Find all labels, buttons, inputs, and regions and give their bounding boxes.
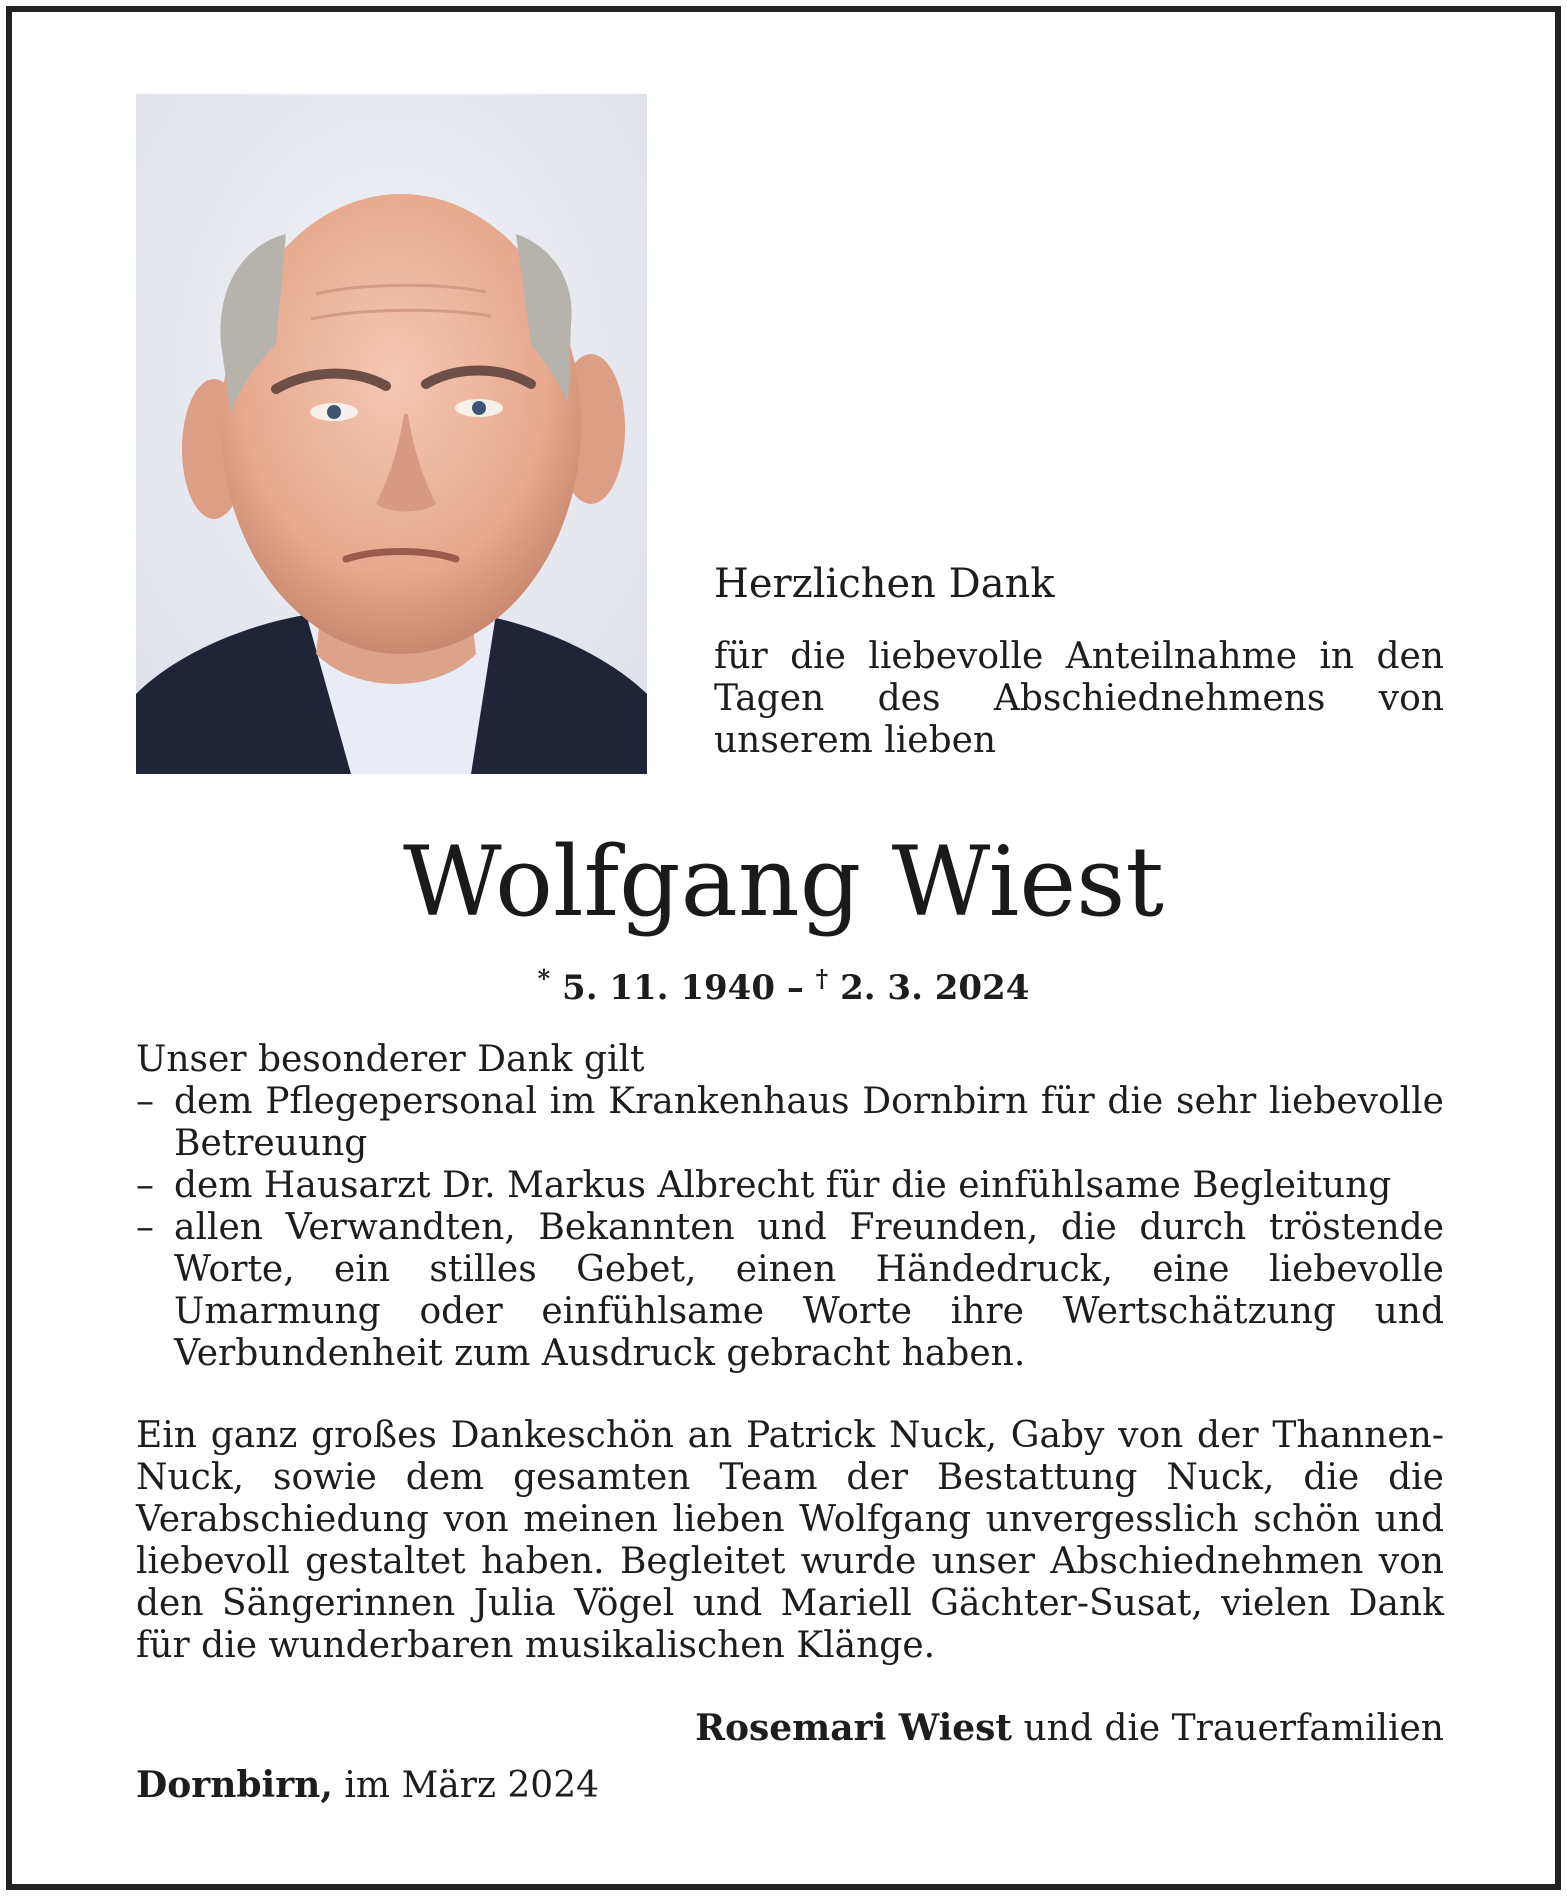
intro-block (714, 560, 1444, 762)
dash-bullet: – (136, 1165, 154, 1206)
life-dates (12, 957, 1555, 1010)
date: im März 2024 (332, 1765, 600, 1806)
thanks-item-text: allen Verwandten, Bekannten und Freunden, die durch tröstende Worte, ein stilles Gebet, einen Händedruck, eine liebevolle Umarmung oder einfühlsame Worte ihre Wertschätzung und Verbundenheit zum Ausdruck gebracht haben. (174, 1207, 1444, 1374)
thanks-list (136, 1081, 1444, 1375)
signature (136, 1707, 1444, 1750)
death-symbol: † (815, 964, 829, 993)
thanks-body (136, 1039, 1444, 1750)
thanks-item-text: dem Hausarzt Dr. Markus Albrecht für die einfühlsame Begleitung (174, 1165, 1392, 1206)
thanks-lead: Unser besonderer Dank gilt (136, 1039, 645, 1080)
intro-text: für die liebevolle Anteilnahme in den Tagen des Abschiednehmens von unserem lieben (714, 636, 1444, 761)
death-date: 2. 3. 2024 (840, 968, 1030, 1008)
deceased-name: Wolfgang Wiest (402, 826, 1164, 938)
thanks-item (136, 1207, 1444, 1375)
thanks-item (136, 1165, 1444, 1207)
signature-name: Rosemari Wiest (695, 1707, 1013, 1749)
birth-symbol: * (537, 964, 551, 993)
date-separator: – (774, 968, 816, 1008)
portrait-photo (136, 94, 647, 774)
birth-date: 5. 11. 1940 (562, 968, 775, 1008)
signature-rest: und die Trauerfamilien (1012, 1708, 1444, 1749)
intro-heading: Herzlichen Dank (714, 561, 1055, 607)
dash-bullet: – (136, 1081, 154, 1122)
obituary-notice (6, 6, 1561, 1890)
thanks-item-text: dem Pflegepersonal im Krankenhaus Dornbirn für die sehr liebevolle Betreuung (174, 1081, 1444, 1164)
dash-bullet: – (136, 1207, 154, 1248)
special-thanks-paragraph: Ein ganz großes Dankeschön an Patrick Nuck, Gaby von der Thannen-Nuck, sowie dem gesamten Team der Bestattung Nuck, die die Verabschiedung von meinen lieben Wolfgang unvergesslich schön und liebevoll gestaltet haben. Begleitet wurde unser Abschiednehmen von den Sängerinnen Julia Vögel und Mariell Gächter-Susat, vielen Dank für die wunderbaren musikalischen Klänge. (136, 1415, 1444, 1666)
place-date (136, 1764, 599, 1807)
portrait-illustration (136, 94, 647, 774)
place: Dornbirn, (136, 1764, 333, 1806)
thanks-item (136, 1081, 1444, 1165)
